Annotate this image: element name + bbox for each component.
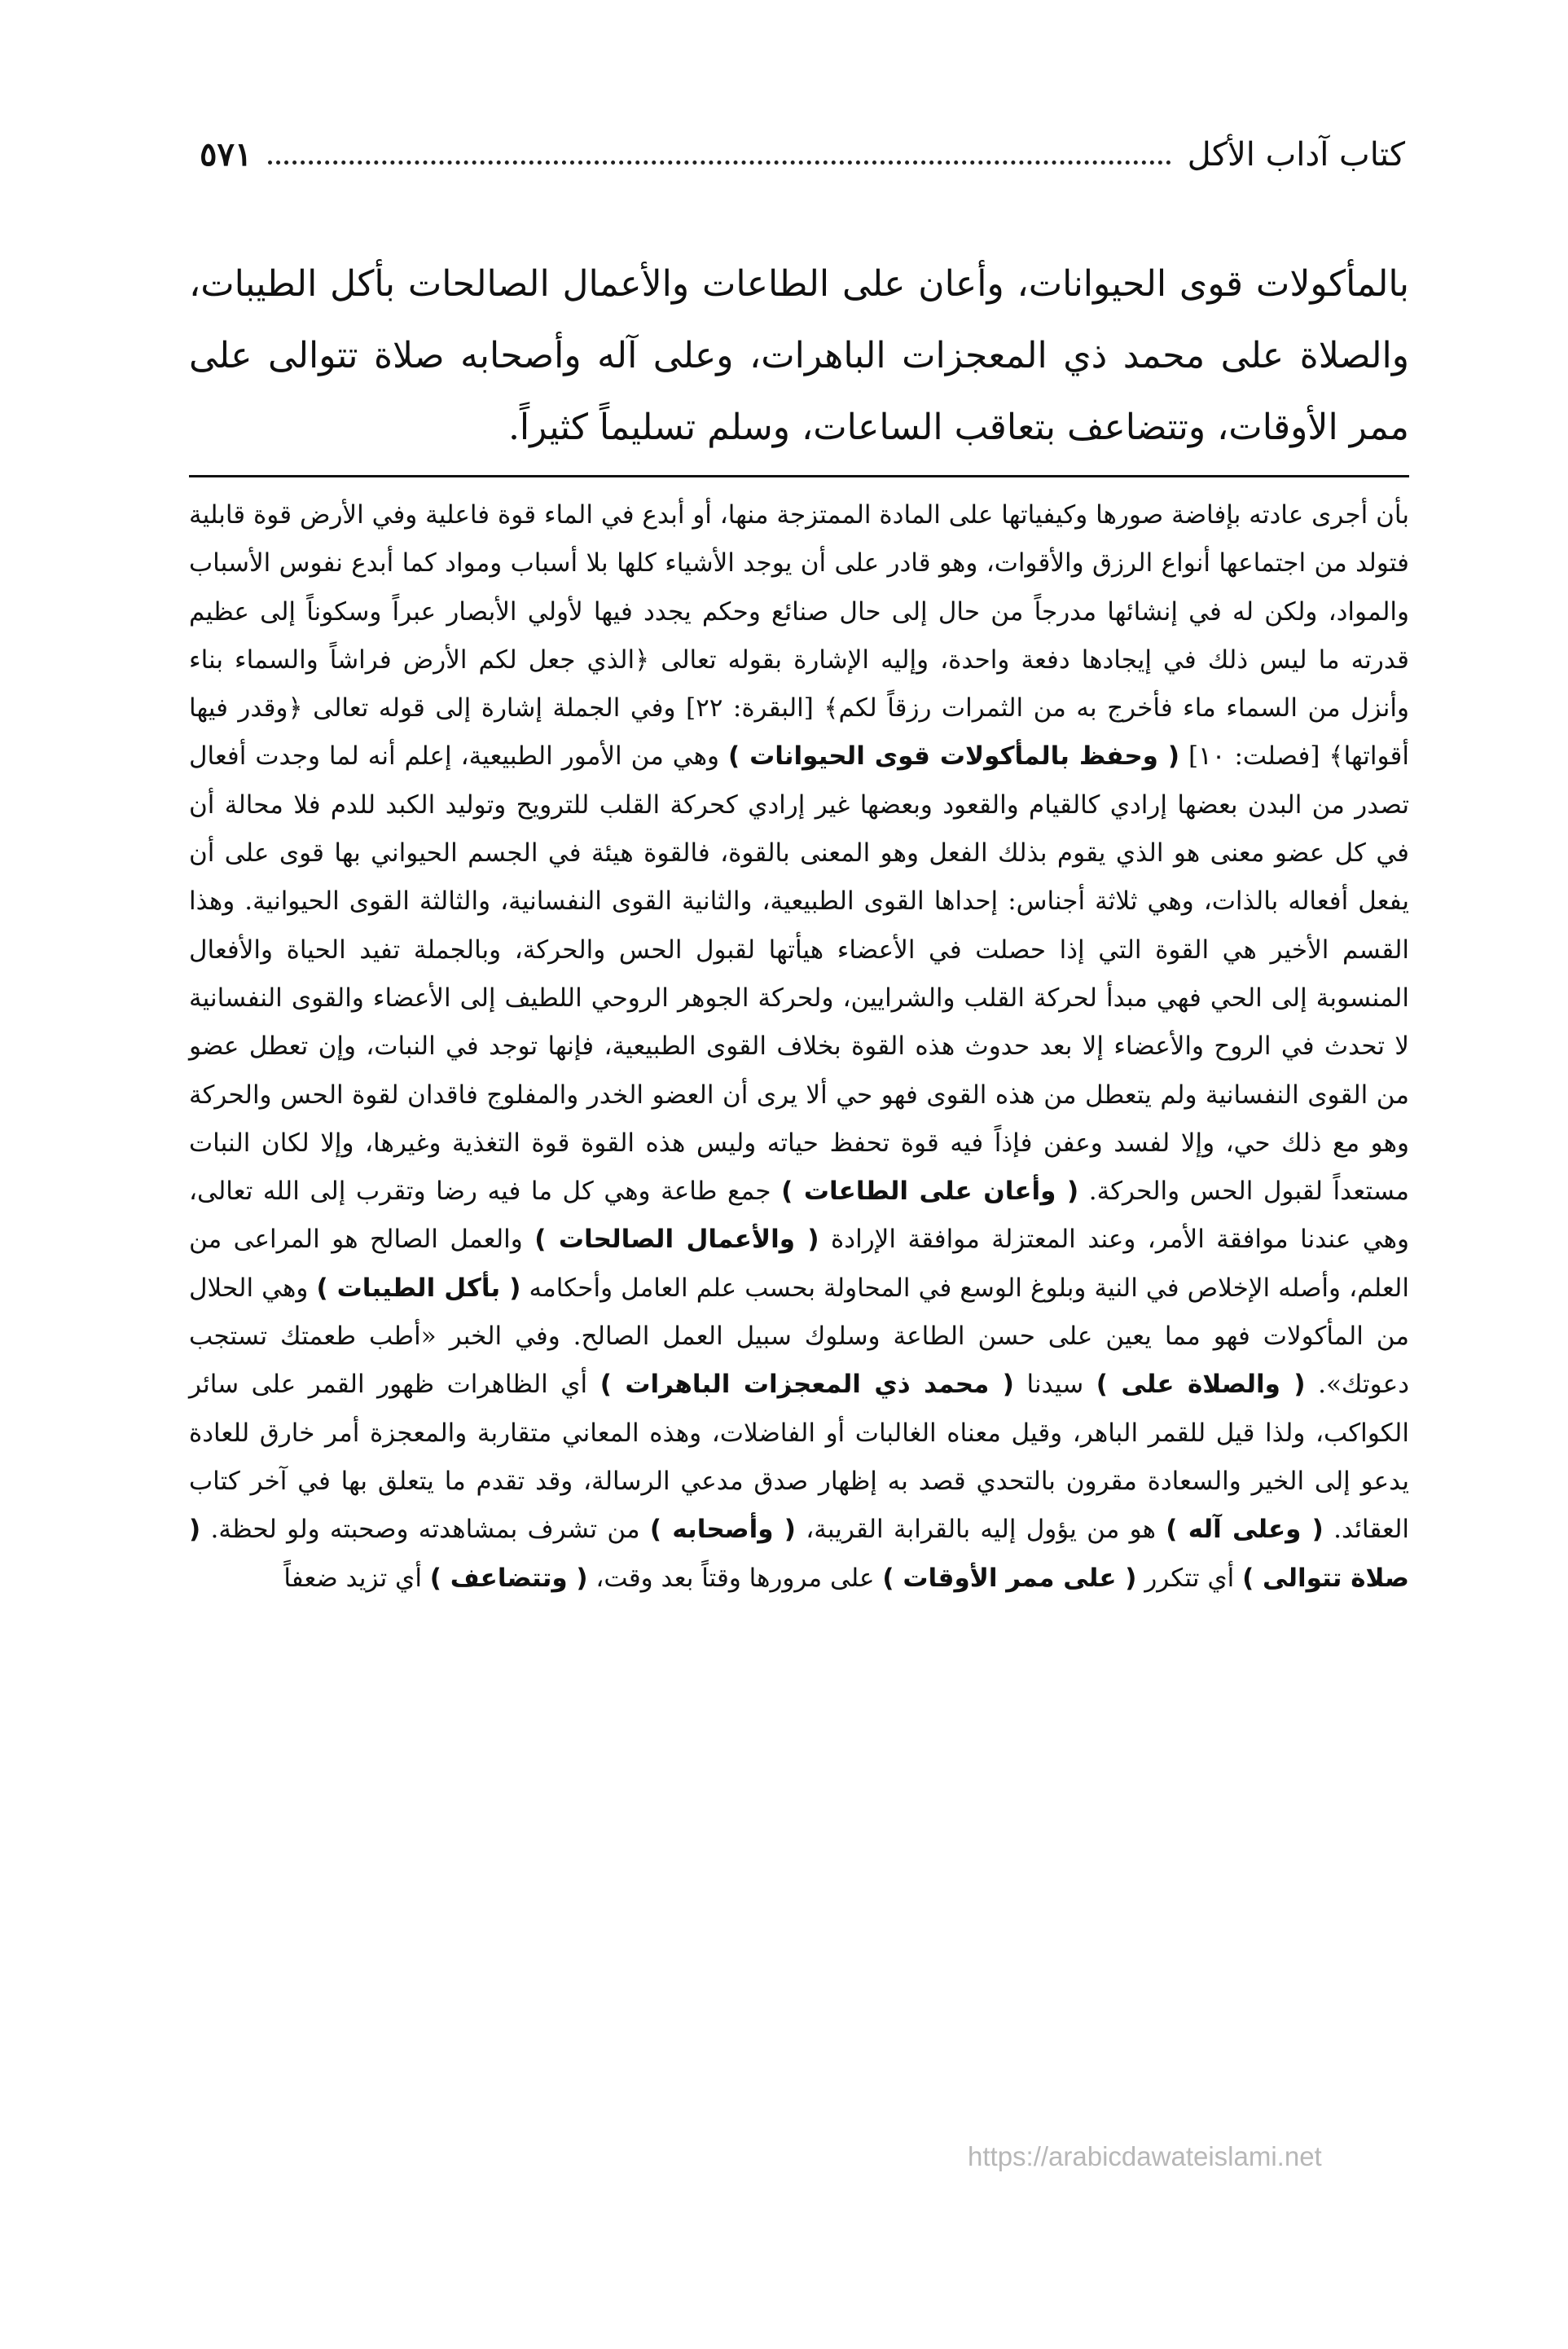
commentary-lemma: ( بأكل الطيبات ) bbox=[316, 1273, 521, 1303]
commentary-text: جمع طاعة وهي كل ما فيه رضا وتقرب إلى الله تعالى، وهي عندنا موافقة الأمر، وعند المعتزلة موافقة الإرادة bbox=[189, 1177, 1409, 1255]
commentary-text: أي تزيد ضعفاً bbox=[283, 1563, 422, 1593]
commentary-text: وهي من الأمور الطبيعية، إعلم أنه لما وجدت أفعال تصدر من البدن بعضها إرادي كالقيام والقعود وبعضها غير إرادي كحركة القلب للترويح وتوليد الكبد للدم فلا محالة أن في كل عضو معنى هو الذي يقوم بذلك الفعل وهو المعنى بالقوة، فالقوة هيئة في الجسم الحيواني بها قوى على أن يفعل أفعاله بالذات، وهي ثلاثة أجناس: إحداها القوى الطبيعية، والثانية القوى النفسانية، والثالثة القوى الحيوانية. وهذا القسم الأخير هي القوة التي إذا حصلت في الأعضاء هيأتها لقبول الحس والحركة، وبالجملة تفيد الحياة والأفعال المنسوبة إلى الحي فهي مبدأ لحركة القلب والشرايين، ولحركة الجوهر الروحي اللطيف إلى الأعضاء والقوى النفسانية لا تحدث في الروح والأعضاء إلا بعد حدوث هذه القوة بخلاف القوى الطبيعية، فإنها توجد في النبات، وإن تعطل عضو من القوى النفسانية ولم يتعطل من هذه القوى فهو حي ألا يرى أن العضو الخدر والمفلوج فاقدان لقوة الحس والحركة وهو مع ذلك حي، وإلا لفسد وعفن فإذاً فيه قوة تحفظ حياته وليس هذه القوة قوة التغذية وغيرها، وإلا لكان النبات مستعداً لقبول الحس والحركة. bbox=[189, 741, 1409, 1207]
commentary-lemma: ( وتتضاعف ) bbox=[429, 1563, 588, 1593]
commentary-lemma: ( والصلاة على ) bbox=[1096, 1370, 1306, 1400]
commentary-lemma: ( وأعان على الطاعات ) bbox=[781, 1177, 1079, 1207]
commentary-lemma: ( وعلى آله ) bbox=[1166, 1515, 1324, 1545]
main-text bbox=[189, 249, 1409, 464]
main-paragraph: بالمأكولات قوى الحيوانات، وأعان على الطاعات والأعمال الصالحات بأكل الطيبات، والصلاة على محمد ذي المعجزات الباهرات، وعلى آله وأصحابه صلاة تتوالى على ممر الأوقات، وتتضاعف بتعاقب الساعات، وسلم تسليماً كثيراً. bbox=[189, 263, 1410, 448]
commentary-lemma: ( وأصحابه ) bbox=[649, 1515, 796, 1545]
commentary-text: على مرورها وقتاً بعد وقت، bbox=[595, 1563, 875, 1593]
commentary-lemma: ( محمد ذي المعجزات الباهرات ) bbox=[600, 1370, 1014, 1400]
running-header bbox=[200, 130, 1405, 187]
commentary-text: هو من يؤول إليه بالقرابة القريبة، bbox=[806, 1515, 1156, 1545]
commentary-lemma: ( صلاة تتوالى ) bbox=[189, 1515, 1409, 1593]
watermark-url: https://arabicdawateislami.net bbox=[968, 2141, 1322, 2171]
commentary-text: وهي الحلال من المأكولات فهو مما يعين على حسن الطاعة وسلوك سبيل العمل الصالح. وفي الخبر «أطب طعمتك تستجب دعوتك». bbox=[189, 1273, 1409, 1400]
commentary-text: من تشرف بمشاهدته وصحبته ولو لحظة. bbox=[210, 1515, 640, 1545]
footnote-divider bbox=[189, 475, 1409, 477]
commentary-text: أي تتكرر bbox=[1144, 1563, 1235, 1593]
commentary bbox=[189, 491, 1409, 1603]
header-dot-leader bbox=[268, 161, 1171, 165]
page-number: ٥٧١ bbox=[200, 135, 253, 174]
commentary-text: سيدنا bbox=[1026, 1370, 1084, 1400]
commentary-lemma: ( على ممر الأوقات ) bbox=[882, 1563, 1137, 1593]
running-title: كتاب آداب الأكل bbox=[1187, 136, 1405, 174]
commentary-lemma: ( وحفظ بالمأكولات قوى الحيوانات ) bbox=[727, 741, 1180, 772]
commentary-text: بأن أجرى عادته بإفاضة صورها وكيفياتها على المادة الممتزجة منها، أو أبدع في الماء قوة فاعلية وفي الأرض قوة قابلية فتولد من اجتماعها أنواع الرزق والأقوات، وهو قادر على أن يوجد الأشياء كلها بلا أسباب ومواد كما أبدع نفوس الأسباب والمواد، ولكن له في إنشائها مدرجاً من حال إلى حال صنائع وحكم يجدد فيها لأولي الأبصار عبراً وسكوناً إلى عظيم قدرته ما ليس ذلك في إيجادها دفعة واحدة، وإليه الإشارة بقوله تعالى ﴿الذي جعل لكم الأرض فراشاً والسماء بناء وأنزل من السماء ماء فأخرج به من الثمرات رزقاً لكم﴾ [البقرة: ٢٢] وفي الجملة إشارة إلى قوله تعالى ﴿وقدر فيها أقواتها﴾ [فصلت: ١٠] bbox=[189, 500, 1409, 772]
commentary-lemma: ( والأعمال الصالحات ) bbox=[534, 1225, 819, 1255]
commentary-text: والعمل الصالح هو المراعى من العلم، وأصله الإخلاص في النية وبلوغ الوسع في المحاولة بحسب علم العامل وأحكامه bbox=[189, 1225, 1409, 1303]
commentary-paragraph bbox=[189, 491, 1409, 1603]
commentary-text: أي الظاهرات ظهور القمر على سائر الكواكب، ولذا قيل للقمر الباهر، وقيل معناه الغالبات أو الفاضلات، وهذه المعاني متقاربة والمعجزة أمر خارق للعادة يدعو إلى الخير والسعادة مقرون بالتحدي قصد به إظهار صدق مدعي الرسالة، وقد تقدم ما يتعلق بها في آخر كتاب العقائد. bbox=[189, 1370, 1410, 1545]
